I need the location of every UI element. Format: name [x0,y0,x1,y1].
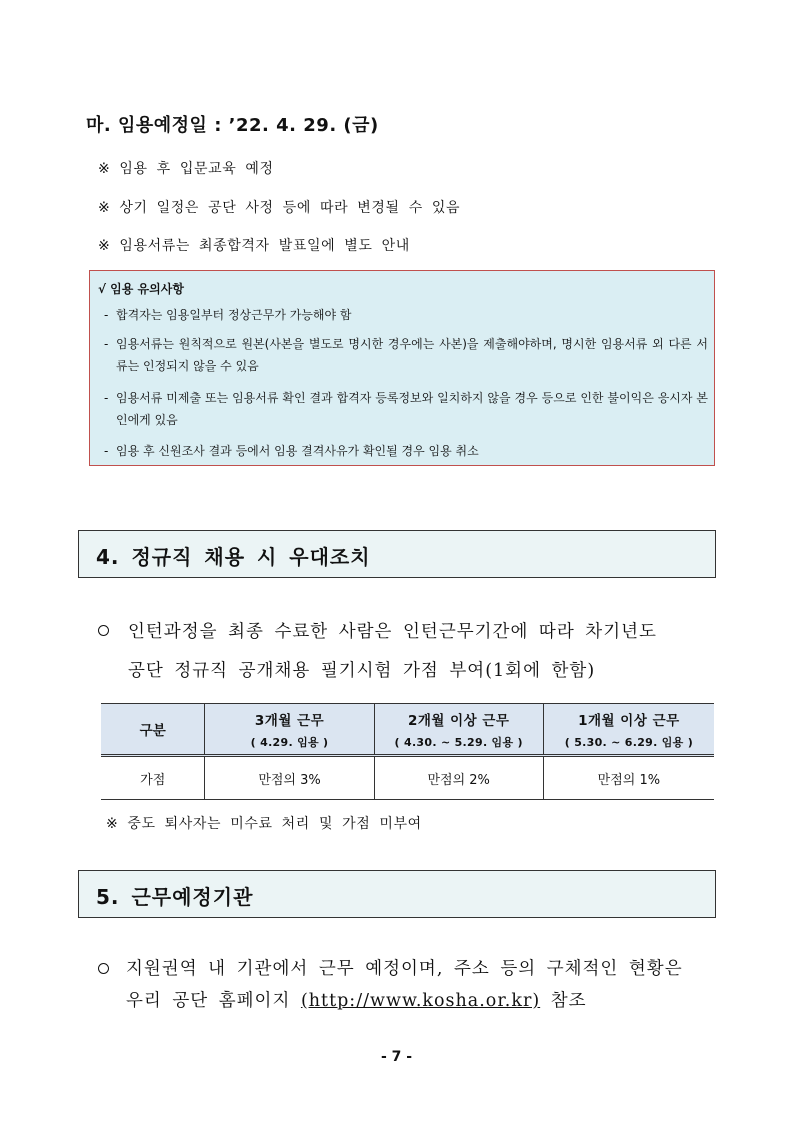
table-header-col: 1개월 이상 근무 ( 5.30. ~ 6.29. 임용 ) [543,704,714,756]
note-orientation: ※ 임용 후 입문교육 예정 [98,161,274,177]
table-row [101,756,714,800]
table-row-label: 가점 [101,756,205,800]
section5-heading: 5. 근무예정기관 [96,885,254,909]
caution-item: - 임용 후 신원조사 결과 등에서 임용 결격사유가 확인될 경우 임용 취소 [104,444,479,458]
section4-note: ※ 중도 퇴사자는 미수료 처리 및 가점 미부여 [106,816,422,832]
section-ma-title: 마. 임용예정일 : ’22. 4. 29. (금) [86,115,379,136]
caution-item: - 임용서류 미제출 또는 임용서류 확인 결과 합격자 등록정보와 일치하지 않을 경우 등으로 인한 불이익은 응시자 본인에게 있음 [104,391,708,427]
table-cell: 만점의 1% [543,756,714,800]
note-documents: ※ 임용서류는 최종합격자 발표일에 별도 안내 [98,238,410,254]
homepage-link[interactable]: (http://www.kosha.or.kr) [300,991,541,1011]
caution-item: - 합격자는 임용일부터 정상근무가 가능해야 함 [104,308,352,322]
section4-heading-box [78,530,716,578]
table-cell: 만점의 2% [374,756,543,800]
table-header-col: 3개월 근무 ( 4.29. 임용 ) [205,704,374,756]
section4-heading: 4. 정규직 채용 시 우대조치 [96,545,371,569]
caution-item: - 임용서류는 원칙적으로 원본(사본을 별도로 명시한 경우에는 사본)을 제출해야하며, 명시한 임용서류 외 다른 서류는 인정되지 않을 수 있음 [104,337,708,373]
section5-text-prefix: 우리 공단 홈페이지 [126,991,301,1011]
circle-bullet-icon [98,625,109,636]
section5-paragraph-line1: 지원권역 내 기관에서 근무 예정이며, 주소 등의 구체적인 현황은 [126,959,683,979]
table-cell: 만점의 3% [205,756,374,800]
page-number: - 7 - [380,1049,413,1065]
section4-paragraph-line1: 인턴과정을 최종 수료한 사람은 인턴근무기간에 따라 차기년도 [128,622,657,642]
section5-paragraph-line2 [126,987,587,1012]
section5-text-suffix: 참조 [540,991,587,1011]
table-header-row [101,704,714,756]
circle-bullet-icon [98,963,109,974]
caution-title: √ 임용 유의사항 [98,282,184,296]
table-header-label: 구분 [101,704,205,756]
section5-heading-box [78,870,716,918]
table-header-col: 2개월 이상 근무 ( 4.30. ~ 5.29. 임용 ) [374,704,543,756]
section4-paragraph-line2: 공단 정규직 공개채용 필기시험 가점 부여(1회에 한함) [128,661,596,681]
bonus-table [101,703,714,800]
caution-box [89,270,715,466]
note-schedule-change: ※ 상기 일정은 공단 사정 등에 따라 변경될 수 있음 [98,200,461,216]
